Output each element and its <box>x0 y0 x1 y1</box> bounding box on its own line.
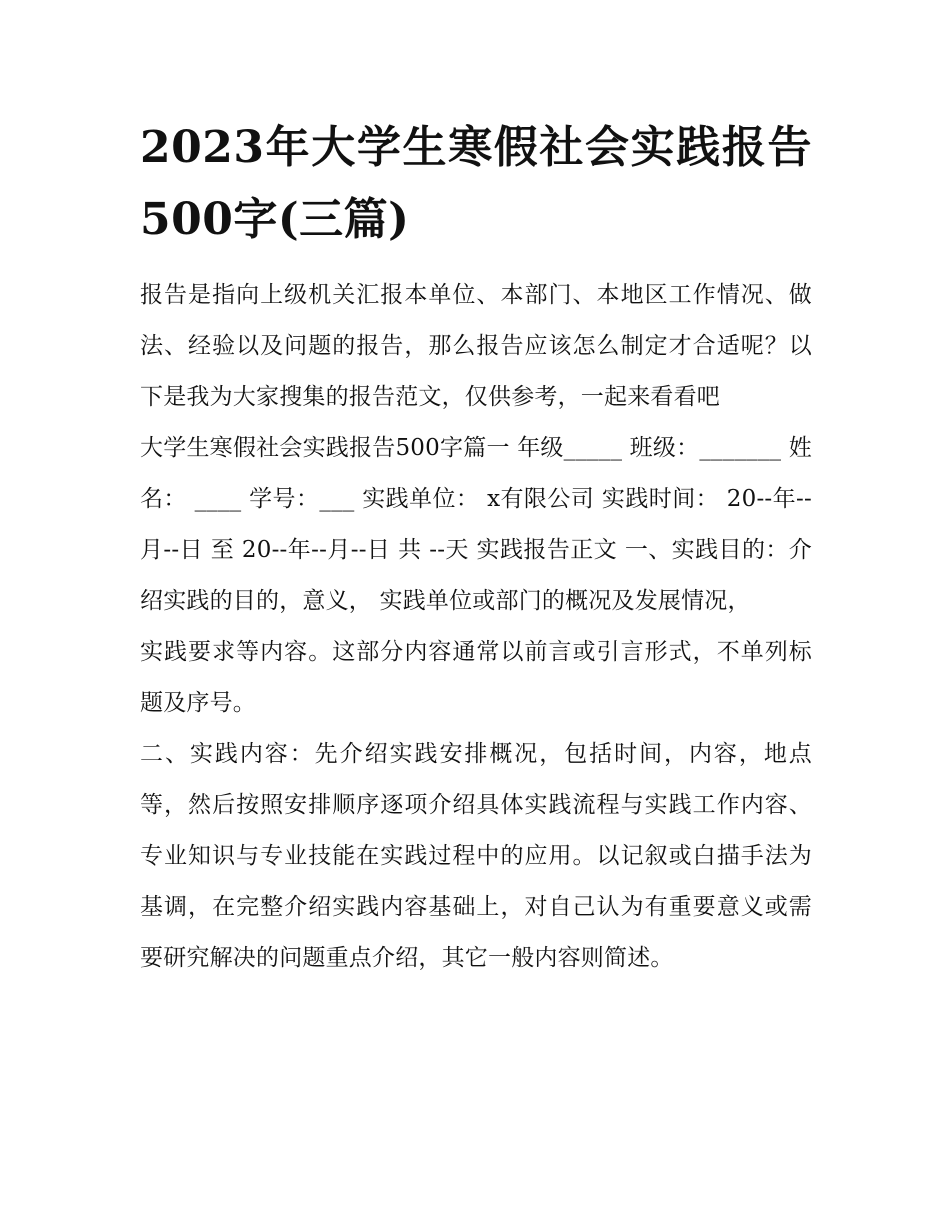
document-title: 2023年大学生寒假社会实践报告500字(三篇) <box>140 122 812 245</box>
paragraph-intro: 报告是指向上级机关汇报本单位、本部门、本地区工作情况、做法、经验以及问题的报告，那么报告应该怎么制定才合适呢？以下是我为大家搜集的报告范文，仅供参考，一起来看看吧 <box>140 282 812 410</box>
paragraph-requirements: 实践要求等内容。这部分内容通常以前言或引言形式，不单列标题及序号。 <box>140 639 812 716</box>
document-page <box>140 112 812 984</box>
paragraph-report-header: 大学生寒假社会实践报告500字篇一 年级_____ 班级：_______ 姓名： ____ 学号：___ 实践单位： x有限公司 实践时间： 20--年--月--日 至 20--年--月--日 共 --天 实践报告正文 一、实践目的：介绍实践的目的，意义， 实践单位或部门的概况及发展情况， <box>140 435 812 614</box>
paragraph-practice-content: 二、实践内容：先介绍实践安排概况，包括时间，内容，地点等，然后按照安排顺序逐项介绍具体实践流程与实践工作内容、专业知识与专业技能在实践过程中的应用。以记叙或白描手法为基调，在完整介绍实践内容基础上，对自己认为有重要意义或需要研究解决的问题重点介绍，其它一般内容则简述。 <box>140 741 812 971</box>
